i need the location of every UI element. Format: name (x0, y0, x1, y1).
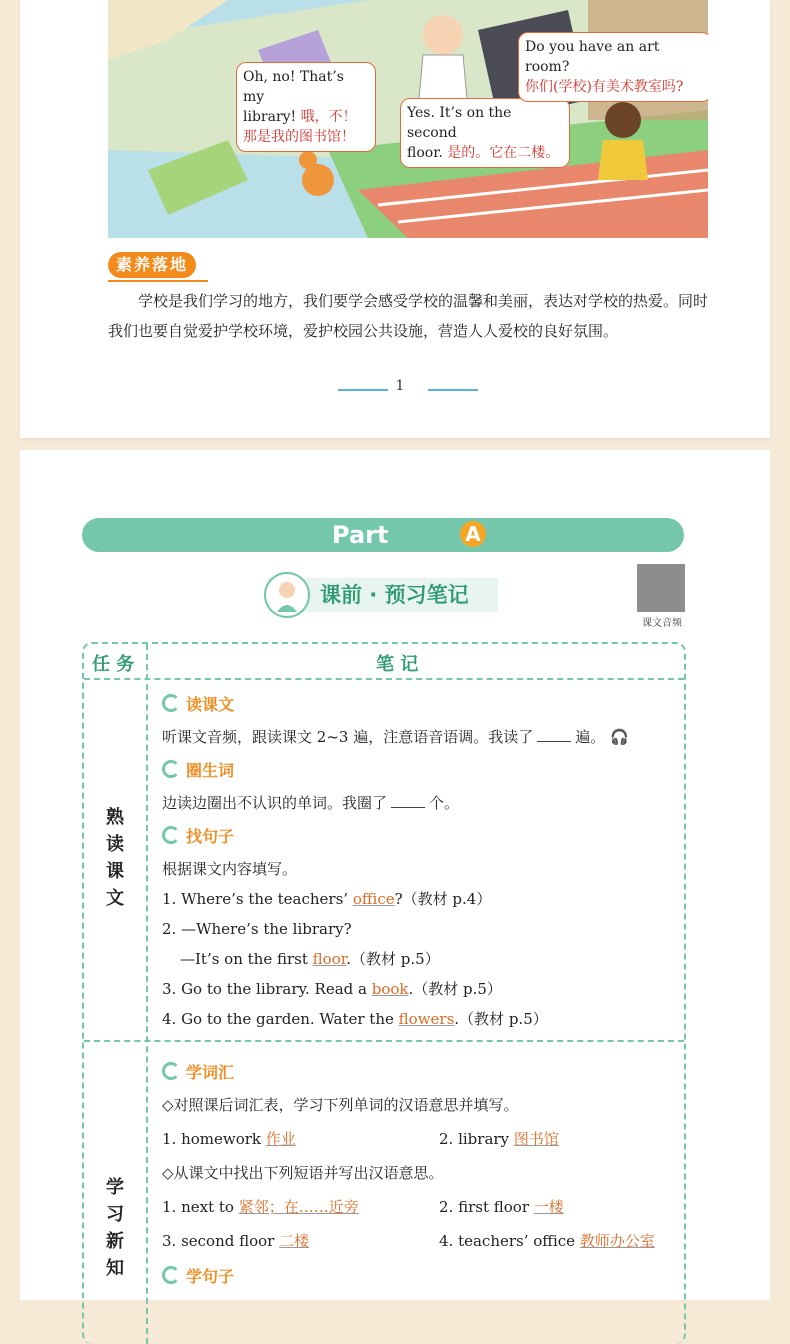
preview-title-text: 课前 · 预习笔记 (320, 583, 469, 607)
phrase-4: 4. teachers’ office 教师办公室 (439, 1232, 655, 1250)
header-divider (84, 678, 684, 680)
vocab-2: 2. library 图书馆 (439, 1130, 559, 1148)
refresh-icon (162, 826, 180, 844)
page-bottom (20, 450, 770, 1300)
part-banner (82, 518, 684, 552)
qr-code-icon[interactable] (637, 564, 685, 612)
vocab-intro: ◇对照课后词汇表，学习下列单词的汉语意思并填写。 (162, 1096, 519, 1114)
phrase-2: 2. first floor 一楼 (439, 1198, 564, 1216)
phrase-intro: ◇从课文中找出下列短语并写出汉语意思。 (162, 1164, 444, 1182)
audio-label: 课文音频 (642, 618, 682, 629)
sentence-3: 3. Go to the library. Read a book.（教材 p.5） (162, 980, 502, 998)
refresh-icon (162, 694, 180, 712)
blank-count-read[interactable] (537, 727, 571, 742)
sentence-2: 2. —Where’s the library? (162, 920, 352, 938)
boy-dark (605, 102, 641, 138)
literacy-title: 素养落地 (108, 252, 196, 278)
boy-glasses (423, 15, 463, 55)
teacher-avatar-icon (264, 572, 310, 618)
part-letter-badge: A (460, 521, 486, 547)
section-read-text: 读课文 (162, 694, 234, 716)
bubble-art-room: Do you have an art room? 你们(学校)有美术教室吗? (518, 32, 708, 102)
page-top (20, 0, 770, 438)
bubble-library: Oh, no! That’s my library! 哦，不！ 那是我的图书馆！ (236, 62, 376, 152)
column-divider (146, 644, 148, 1344)
header-notes: 笔 记 (376, 654, 419, 675)
section-vocab: 学词汇 (162, 1062, 234, 1084)
refresh-icon (162, 1266, 180, 1284)
section-sentences: 学句子 (162, 1266, 234, 1288)
vocab-1: 1. homework 作业 (162, 1130, 296, 1148)
notes-table (82, 642, 686, 1344)
section-find-sentences: 找句子 (162, 826, 234, 848)
page-number-rule-right (428, 389, 478, 391)
refresh-icon (162, 1062, 180, 1080)
find-intro: 根据课文内容填写。 (162, 860, 298, 878)
literacy-text: 学校是我们学习的地方，我们要学会感受学校的温馨和美丽，表达对学校的热爱。同时我们也要自觉爱护学校环境，爱护校园公共设施，营造人人爱校的良好氛围。 (108, 292, 709, 340)
sentence-2b: —It’s on the first floor.（教材 p.5） (180, 950, 440, 968)
sentence-1: 1. Where’s the teachers’ office?（教材 p.4） (162, 890, 492, 908)
row-divider (84, 1040, 684, 1042)
bubble-second-floor: Yes. It’s on the second floor. 是的。它在二楼。 (400, 98, 570, 168)
phrase-1: 1. next to 紧邻；在……近旁 (162, 1198, 359, 1216)
preview-notes-title (268, 578, 498, 612)
literacy-underline (108, 280, 208, 282)
read-instruction: 听课文音频，跟读课文 2~3 遍，注意语音语调。我读了 遍。 🎧 (162, 728, 629, 746)
headphones-icon: 🎧 (610, 728, 629, 746)
part-label: Part (332, 521, 389, 549)
sentence-4: 4. Go to the garden. Water the flowers.（教材 p.5） (162, 1010, 548, 1028)
header-task: 任 务 (92, 654, 135, 675)
row-label-read: 熟 读 课 文 (106, 807, 124, 909)
section-circle-words: 圈生词 (162, 760, 234, 782)
phrase-3: 3. second floor 二楼 (162, 1232, 310, 1250)
row-label-learn: 学 习 新 知 (106, 1177, 124, 1279)
refresh-icon (162, 760, 180, 778)
blank-count-words[interactable] (391, 793, 425, 808)
page-number: 1 (395, 378, 405, 394)
school-illustration (108, 0, 708, 238)
circle-instruction: 边读边圈出不认识的单词。我圈了 个。 (162, 794, 460, 812)
